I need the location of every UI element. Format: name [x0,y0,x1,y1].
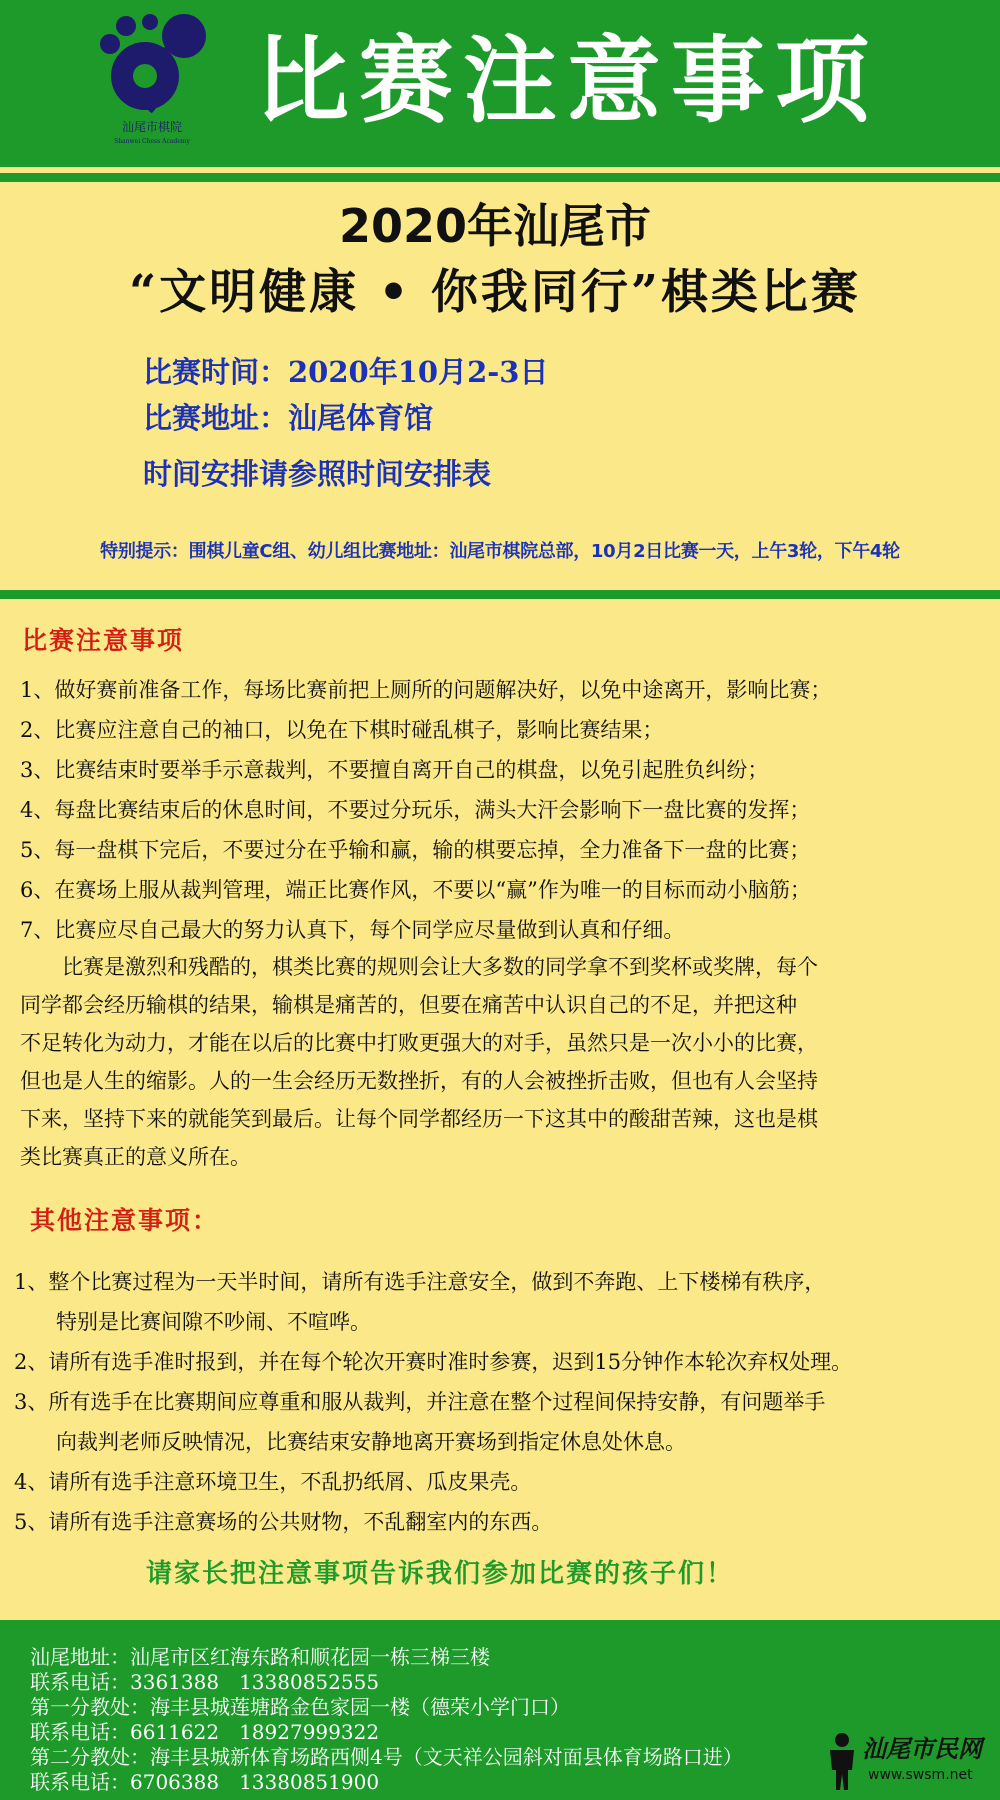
event-year-city: 2020年汕尾市 [338,199,652,253]
other-item-continuation: 向裁判老师反映情况，比赛结束安静地离开赛场到指定休息处休息。 [56,1430,686,1454]
logo-caption: 汕尾市棋院 [121,120,182,134]
paragraph-line: 同学都会经历输棋的结果，输棋是痛苦的，但要在痛苦中认识自己的不足，并把这种 [20,993,797,1017]
other-item-line: 1、整个比赛过程为一天半时间，请所有选手注意安全，做到不奔跑、上下楼梯有秩序， [14,1270,826,1294]
other-title: 其他注意事项： [30,1206,220,1235]
other-item [14,1502,998,1542]
other-item-line: 2、请所有选手准时报到，并在每个轮次开赛时准时参赛，迟到15分钟作本轮次弃权处理。 [14,1350,853,1374]
contact-line: 联系电话：6611622 18927999322 [30,1720,380,1744]
contact-lines [30,1645,743,1795]
other-item [14,1462,998,1502]
logo-caption-en: Shanwei Chess Academy [114,138,190,145]
rules-title: 比赛注意事项 [22,626,185,655]
watermark-text: 汕尾市民网 [862,1734,982,1763]
rule-item: 2、比赛应注意自己的袖口，以免在下棋时碰乱棋子，影响比赛结果； [20,718,664,742]
other-list [14,1262,998,1542]
event-schedule-note: 时间安排请参照时间安排表 [143,457,492,491]
watermark-url: www.swsm.net [868,1767,973,1783]
rule-item: 4、每盘比赛结束后的休息时间，不要过分玩乐，满头大汗会影响下一盘比赛的发挥； [20,798,811,822]
page-title: 比赛注意事项 [255,27,880,136]
paw-logo-icon [88,14,216,119]
other-item-continuation: 特别是比赛间隙不吵闹、不喧哗。 [56,1310,371,1334]
paragraph-line: 比赛是激烈和残酷的，棋类比赛的规则会让大多数的同学拿不到奖杯或奖牌，每个 [20,955,818,979]
other-item [14,1342,998,1382]
other-item-line: 5、请所有选手注意赛场的公共财物，不乱翻室内的东西。 [14,1510,553,1534]
contact-footer [0,1627,1000,1800]
contact-line: 第二分教处：海丰县城新体育场路西侧4号（文天祥公园斜对面县体育场路口进） [30,1745,743,1769]
event-time: 比赛时间：2020年10月2-3日 [143,355,549,389]
rule-item: 5、每一盘棋下完后，不要过分在乎输和赢，输的棋要忘掉，全力准备下一盘的比赛； [20,838,811,862]
paragraph-line: 类比赛真正的意义所在。 [20,1145,251,1169]
other-item [14,1262,998,1342]
rule-item: 7、比赛应尽自己最大的努力认真下，每个同学应尽量做到认真和仔细。 [20,918,685,942]
event-name: “文明健康 • 你我同行”棋类比赛 [129,265,861,320]
rule-item: 3、比赛结束时要举手示意裁判，不要擅自离开自己的棋盘，以免引起胜负纠纷； [20,758,769,782]
rules-list [20,670,998,950]
special-notice: 特别提示：围棋儿童C组、幼儿组比赛地址：汕尾市棋院总部，10月2日比赛一天，上午3轮，下午4轮 [100,541,900,562]
contact-line: 联系电话：6706388 13380851900 [30,1770,380,1794]
header-banner [0,0,1000,167]
site-watermark [822,1732,992,1792]
paragraph-line: 不足转化为动力，才能在以后的比赛中打败更强大的对手，虽然只是一次小小的比赛， [20,1031,818,1055]
person-silhouette-icon [822,1732,862,1792]
contact-line: 联系电话：3361388 13380852555 [30,1670,380,1694]
other-item-line: 3、所有选手在比赛期间应尊重和服从裁判，并注意在整个过程间保持安静，有问题举手 [14,1390,826,1414]
divider-middle [0,590,1000,599]
other-item [14,1382,998,1462]
other-item-line: 4、请所有选手注意环境卫生，不乱扔纸屑、瓜皮果壳。 [14,1470,532,1494]
contact-line: 汕尾地址：汕尾市区红海东路和顺花园一栋三梯三楼 [30,1645,490,1669]
event-address: 比赛地址：汕尾体育馆 [143,401,434,435]
paragraph-line: 下来，坚持下来的就能笑到最后。让每个同学都经历一下这其中的酸甜苦辣，这也是棋 [20,1107,818,1131]
rule-item: 6、在赛场上服从裁判管理，端正比赛作风，不要以“赢”作为唯一的目标而动小脑筋； [20,878,811,902]
divider-top [0,173,1000,182]
rules-paragraph [20,948,984,1176]
rule-item: 1、做好赛前准备工作，每场比赛前把上厕所的问题解决好，以免中途离开，影响比赛； [20,678,832,702]
paragraph-line: 但也是人生的缩影。人的一生会经历无数挫折，有的人会被挫折击败，但也有人会坚持 [20,1069,818,1093]
chess-academy-logo [88,14,216,154]
closing-message: 请家长把注意事项告诉我们参加比赛的孩子们！ [145,1559,734,1589]
contact-line: 第一分教处：海丰县城莲塘路金色家园一楼（德荣小学门口） [30,1695,570,1719]
